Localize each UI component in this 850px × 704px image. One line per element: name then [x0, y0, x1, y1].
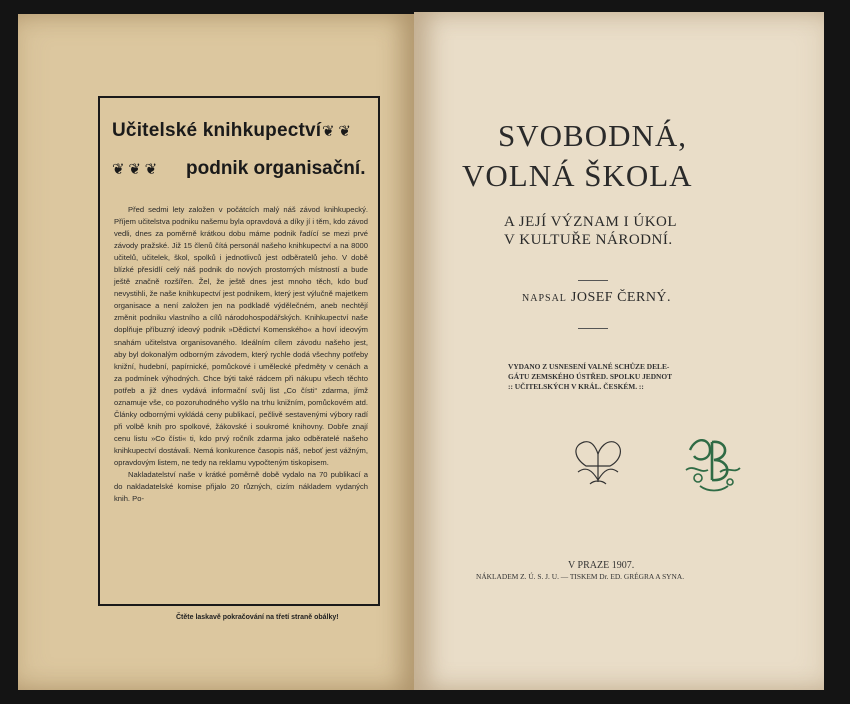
monogram-emblem-icon [680, 430, 744, 494]
printer-line: NÁKLADEM Z. Ú. S. J. U. — TISKEM Dr. ED. GRÉGRA A SYNA. [476, 572, 685, 581]
divider-rule [578, 328, 608, 329]
divider-rule [578, 280, 608, 281]
city-year: V PRAZE 1907. [568, 560, 635, 571]
ad-paragraph: Nakladatelství naše v krátké poměrně době vydalo na 70 publikací a do nakladatelské komise přijalo 20 různých, cizím nákladem vydaných knih. Po- [114, 470, 368, 504]
ad-body-text [114, 204, 368, 505]
author-line [522, 290, 671, 306]
ad-paragraph: Před sedmi lety založen v počátcích malý náš závod knihkupecký. Příjem učitelstva podniku našemu byla opravdová a díky jí i těm, kdo závod vedli, dnes za poměrně krátkou dobu máme podnik řadící se mezi prvé závody pražské. Již 15 členů čítá personál našeho knihkupectví a na 8000 učitelů, učitelek, škol, spolků i jednotlivců jest odběratelů jeho. V době blízké přesídlí celý náš podnik do nových prostorných místností a bude ještě značně rozšířen. Žel, že ještě dnes jest mnoho těch, kdo buď nevystihli, že naše knihkupectví jest podnikem, který jest výlučně majetkem organisace a není založen jen na podkladě výdělečném, aneb nechtějí změnit podniku vlastního a cílů národohospodářských. Knihkupectví naše doplňuje příbuzný ideový podnik »Dědictví Komenského« a hoví ideovým snahám učitelstva organisovaného. Ideálním cílem závodu našeho jest, aby byl dokonalým odborným závodem, který rychle dodá všechny potřeby knižní, hudební, papírnické, pomůckové i umělecké předměty v cenách a za podmínek výhodných. Chce býti také rádcem při nákupu všech těchto potřeb a již dnes vydává informační svůj list „Co čísti“ zdarma, jímž oznamuje vše, co pozoruhodného vyšlo na trhu knižním, pomůckovém atd. Články odbornými vykládá ceny publikací, pečlivě sestavenými výbory radí při volbě knih pro spolkové, žákovské i soukromé knihovny. Dobře znají cenu listu »Co čísti« ti, kdo prvý ročník zdarma jako odběratelé našeho knihkupectví dostávali. Nemá konkurence časopis náš, neboť jest vážným, opravdovým listem, ne tedy na reklamu vypočteným tiskopisem. [114, 205, 368, 467]
publication-note-line: GÁTU ZEMSKÉHO ÚSTŘED. SPOLKU JEDNOT [508, 371, 673, 381]
title-page [414, 12, 824, 690]
book-subtitle-line1: A JEJÍ VÝZNAM I ÚKOL [504, 214, 678, 230]
author-name: JOSEF ČERNÝ. [570, 290, 672, 305]
advertisement-box [98, 96, 380, 606]
book-title-line1: SVOBODNÁ, [498, 118, 687, 153]
book-title-line2: VOLNÁ ŠKOLA [462, 158, 693, 193]
ad-title-line1: Učitelské knihkupectví [112, 120, 322, 141]
ornament-leaf-icon: ❦ ❦ ❦ [112, 162, 158, 178]
publication-note-line: :: UČITELSKÝCH V KRÁL. ČESKÉM. :: [508, 381, 644, 391]
left-page [18, 14, 414, 690]
floral-emblem-icon [566, 436, 630, 492]
publication-note [508, 362, 708, 391]
ornament-leaf-icon: ❦ ❦ [322, 124, 351, 140]
ad-footer-note: Čtěte laskavě pokračování na třetí straně obálky! [176, 614, 339, 621]
author-prefix: NAPSAL [522, 293, 567, 304]
ad-title-line2: podnik organisační. [186, 158, 366, 179]
book-subtitle-line2: V KULTUŘE NÁRODNÍ. [504, 232, 673, 248]
publication-note-line: VYDANO Z USNESENÍ VALNÉ SCHŮZE DELE- [508, 362, 670, 371]
